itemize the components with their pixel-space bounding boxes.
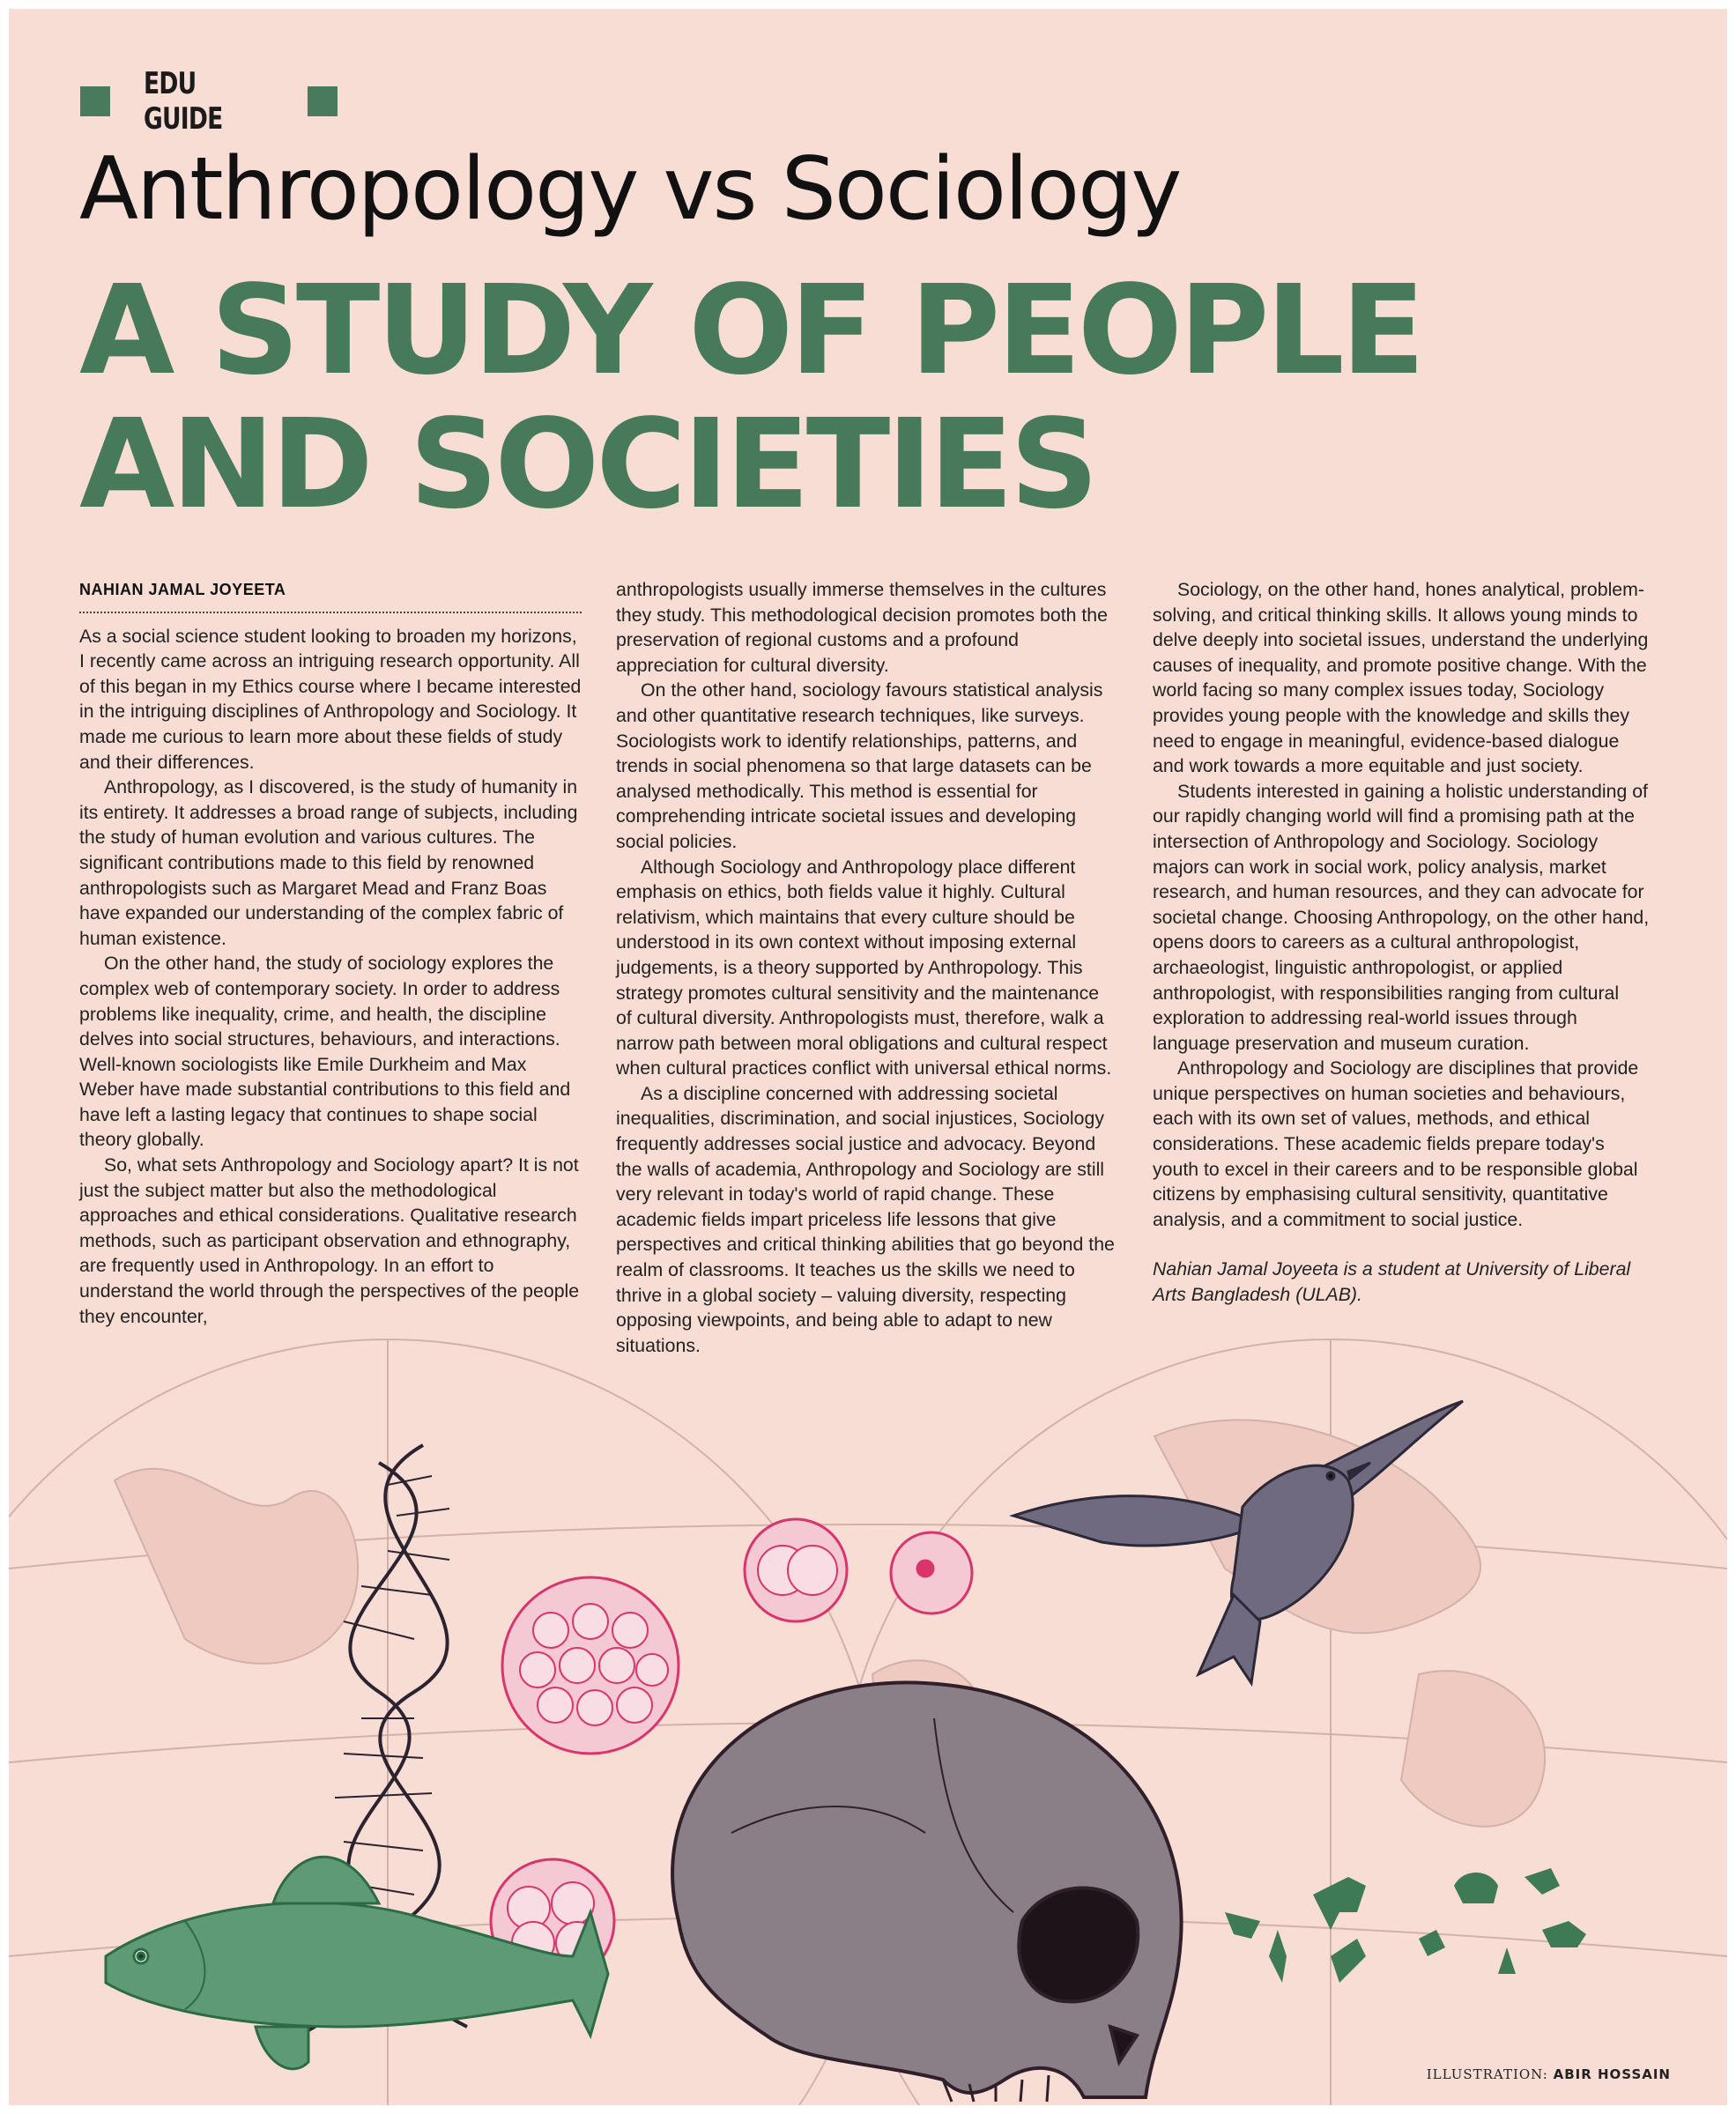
paragraph: Sociology, on the other hand, hones analytical, problem-solving, and critical thinking skills. It allows young minds to delve deeply into societal issues, understand the underlying causes of inequality, and promote positive change. With the world facing so many complex issues today, Sociology provides young people with the knowledge and skills they need to engage in meaningful, evidence-based dialogue and work towards a more equitable and just society. [1153, 579, 1649, 777]
section-kicker [80, 65, 338, 137]
paragraph: As a discipline concerned with addressing societal inequalities, discrimination, and social injustices, Sociology frequently addresses social justice and advocacy. Beyond the walls of academia, Anthropology and Sociology are still very relevant in today's world of rapid change. These academic fields impart priceless life lessons that give perspectives and critical thinking abilities that go beyond the realm of classrooms. It teaches us the skills we need to thrive in a global society – valuing diversity, respecting opposing viewpoints, and being able to adapt to new situations. [616, 1082, 1115, 1356]
kicker-square-right [308, 86, 338, 116]
page-title: Anthropology vs Sociology [79, 139, 1181, 240]
headline-line-1: A STUDY OF PEOPLE [79, 259, 1422, 403]
paragraph: As a social science student looking to broaden my horizons, I recently came across an intriguing research opportunity. All of this began in my Ethics course where I became interested in the intriguing disciplines of Anthropology and Sociology. It made me curious to learn more about these fields of study and their differences. [79, 625, 582, 773]
headline-line-2: AND SOCIETIES [79, 393, 1095, 537]
article-column-2 [616, 577, 1118, 1358]
author-bio: Nahian Jamal Joyeeta is a student at University of Liberal Arts Bangladesh (ULAB). [1153, 1258, 1631, 1306]
illustration-credit [1427, 2066, 1671, 2082]
article-column-1 [79, 577, 582, 1329]
paragraph: anthropologists usually immerse themselves in the cultures they study. This methodological decision promotes both the preservation of regional customs and a profound appreciation for cultural diversity. [616, 579, 1108, 676]
paragraph: On the other hand, sociology favours statistical analysis and other quantitative research techniques, like surveys. Sociologists work to identify relationships, patterns, and trends in social phenomena so that large datasets can be analysed methodically. This method is essential for comprehending intricate societal issues and developing social policies. [616, 679, 1103, 852]
paragraph: So, what sets Anthropology and Sociology apart? It is not just the subject matter but also the methodological approaches and ethical considerations. Qualitative research methods, such as participant observation and ethnography, are frequently used in Anthropology. In an effort to understand the world through the perspectives of the people they encounter, [79, 1154, 580, 1327]
byline: NAHIAN JAMAL JOYEETA [79, 577, 582, 613]
illustration-collage [9, 1304, 1727, 2105]
paragraph: Anthropology, as I discovered, is the study of humanity in its entirety. It addresses a broad range of subjects, including the study of human evolution and various cultures. The significant contributions made to this field by renowned anthropologists such as Margaret Mead and Franz Boas have expanded our understanding of the complex fabric of human existence. [79, 776, 578, 949]
kicker-label: EDU GUIDE [144, 65, 223, 137]
skull-illustration [672, 1682, 1181, 2102]
paragraph: On the other hand, the study of sociology explores the complex web of contemporary society. In order to address problems like inequality, crime, and health, the discipline delves into social structures, behaviours, and interactions. Well-known sociologists like Emile Durkheim and Max Weber have made substantial contributions to this field and have left a lasting legacy that continues to shape social theory globally. [79, 953, 571, 1151]
credit-name: ABIR HOSSAIN [1553, 2066, 1671, 2082]
headline [79, 259, 1683, 537]
paragraph: Anthropology and Sociology are disciplines that provide unique perspectives on human societies and behaviours, each with its own set of values, methods, and ethical considerations. These academic fields prepare today's youth to excel in their careers and to be responsible global citizens by emphasising cultural sensitivity, quantitative analysis, and a commitment to social justice. [1153, 1057, 1639, 1230]
kicker-square-left [80, 86, 110, 116]
paragraph: Although Sociology and Anthropology place different emphasis on ethics, both fields value it highly. Cultural relativism, which maintains that every culture should be understood in its own context without imposing external judgements, is a theory supported by Anthropology. This strategy promotes cultural sensitivity and the maintenance of cultural diversity. Anthropologists must, therefore, walk a narrow path between moral obligations and cultural respect when cultural practices conflict with universal ethical norms. [616, 856, 1112, 1079]
article-column-3 [1153, 577, 1655, 1308]
credit-label: ILLUSTRATION: [1426, 2066, 1548, 2082]
article-page [9, 9, 1727, 2105]
paragraph: Students interested in gaining a holistic understanding of our rapidly changing world will find a promising path at the intersection of Anthropology and Sociology. Sociology majors can work in social work, policy analysis, market research, and human resources, and they can advocate for societal change. Choosing Anthropology, on the other hand, opens doors to careers as a cultural anthropologist, archaeologist, linguistic anthropologist, or applied anthropologist, with responsibilities ranging from cultural exploration to addressing real-world issues through language preservation and museum curation. [1153, 780, 1650, 1054]
